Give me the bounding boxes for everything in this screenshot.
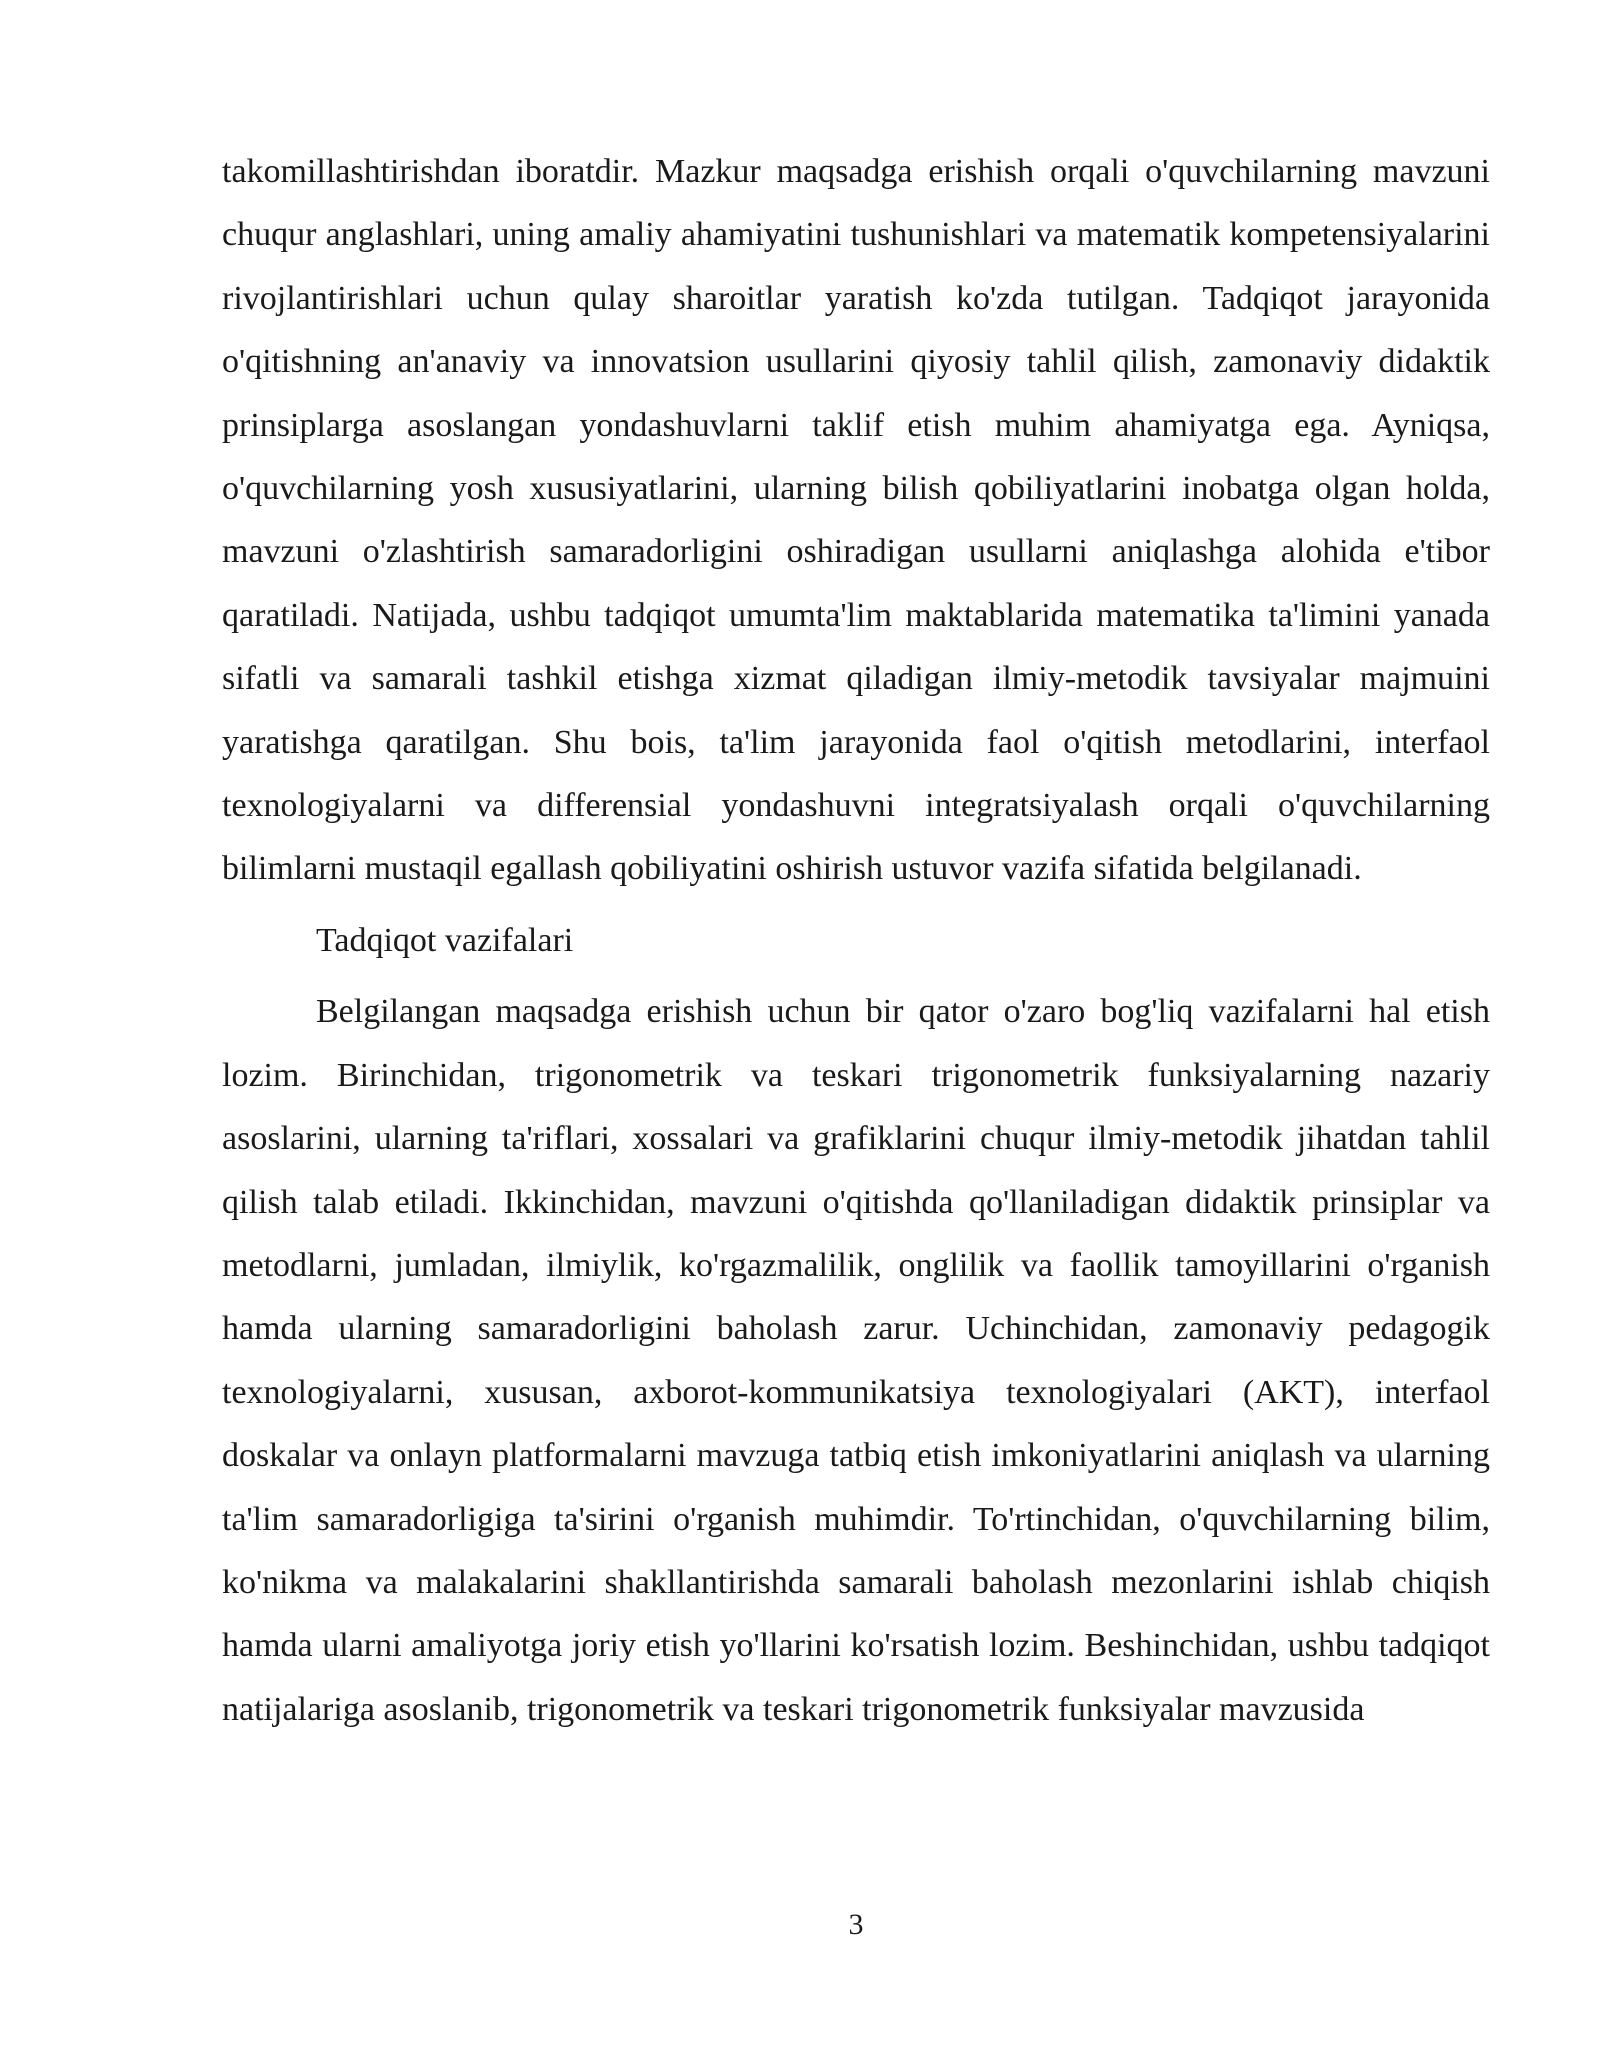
body-paragraph-continued: takomillashtirishdan iboratdir. Mazkur maqsadga erishish orqali o'quvchilarning mavzuni chuqur anglashlari, uning amaliy ahamiyatini tushunishlari va matematik kompetensiyalarini rivojlantirishlari uchun qulay sharoitlar yaratish ko'zda tutilgan. Tadqiqot jarayonida o'qitishning an'anaviy va innovatsion usullarini qiyosiy tahlil qilish, zamonaviy didaktik prinsiplarga asoslangan yondashuvlarni taklif etish muhim ahamiyatga ega. Ayniqsa, o'quvchilarning yosh xususiyatlarini, ularning bilish qobiliyatlarini inobatga olgan holda, mavzuni o'zlashtirish samaradorligini oshiradigan usullarni aniqlashga alohida e'tibor qaratiladi. Natijada, ushbu tadqiqot umumta'lim maktablarida matematika ta'limini yanada sifatli va samarali tashkil etishga xizmat qiladigan ilmiy-metodik tavsiyalar majmuini yaratishga qaratilgan. Shu bois, ta'lim jarayonida faol o'qitish metodlarini, interfaol texnologiyalarni va differensial yondashuvni integratsiyalash orqali o'quvchilarning bilimlarni mustaqil egallash qobiliyatini oshirish ustuvor vazifa sifatida belgilanadi. [222,153,1490,888]
page-number: 3 [848,1908,864,1941]
body-paragraph-tasks: Belgilangan maqsadga erishish uchun bir qator o'zaro bog'liq vazifalarni hal etish lozim. Birinchidan, trigonometrik va teskari trigonometrik funksiyalarning nazariy asoslarini, ularning ta'riflari, xossalari va grafiklarini chuqur ilmiy-metodik jihatdan tahlil qilish talab etiladi. Ikkinchidan, mavzuni o'qitishda qo'llaniladigan didaktik prinsiplar va metodlarni, jumladan, ilmiylik, ko'rgazmalilik, onglilik va faollik tamoyillarini o'rganish hamda ularning samaradorligini baholash zarur. Uchinchidan, zamonaviy pedagogik texnologiyalarni, xususan, axborot-kommunikatsiya texnologiyalari (AKT), interfaol doskalar va onlayn platformalarni mavzuga tatbiq etish imkoniyatlarini aniqlash va ularning ta'lim samaradorligiga ta'sirini o'rganish muhimdir. To'rtinchidan, o'quvchilarning bilim, ko'nikma va malakalarini shakllantirishda samarali baholash mezonlarini ishlab chiqish hamda ularni amaliyotga joriy etish yo'llarini ko'rsatish lozim. Beshinchidan, ushbu tadqiqot natijalariga asoslanib, trigonometrik va teskari trigonometrik funksiyalar mavzusida [222,993,1490,1728]
document-page [222,140,1490,1741]
section-heading: Tadqiqot vazifalari [316,921,574,959]
